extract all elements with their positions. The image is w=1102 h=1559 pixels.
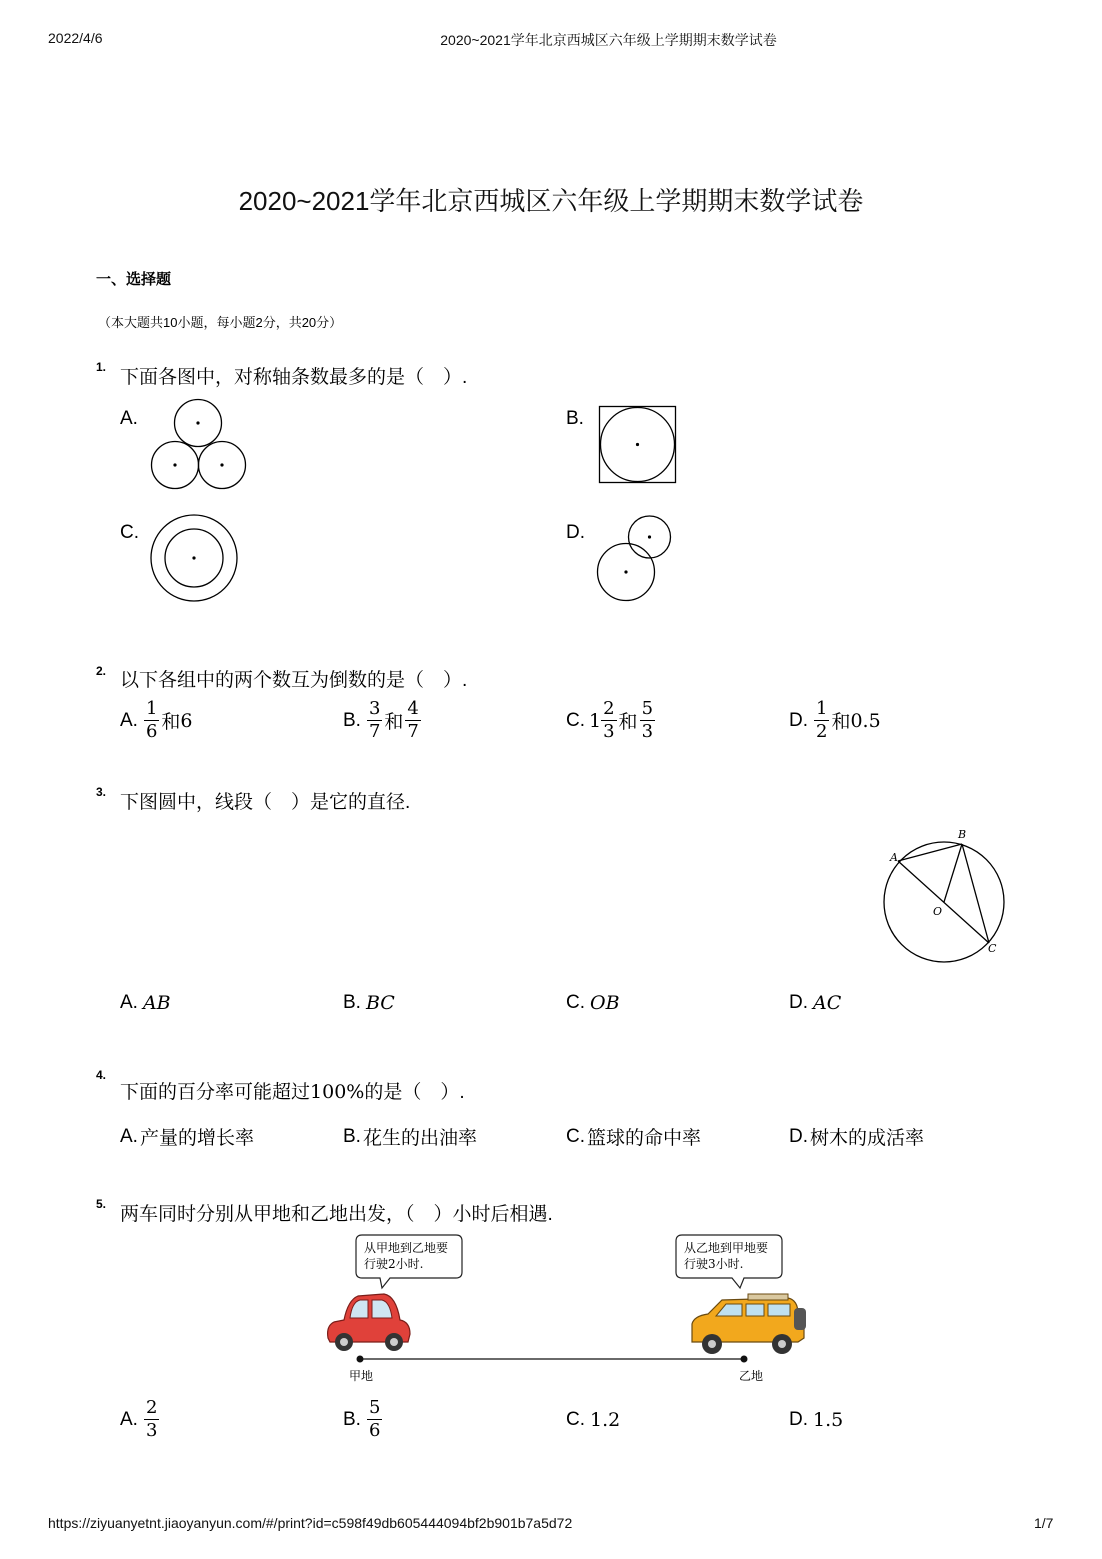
point-o-label: O [933, 905, 943, 918]
section-heading: 一、选择题 [96, 271, 172, 288]
option-b: B. $\frac{5}{6}$ [343, 1397, 381, 1441]
question-number: 4. [96, 1068, 107, 1082]
question-text: 下面的百分率可能超过100%的是（ ）. [120, 1081, 465, 1103]
option-label: C. [120, 522, 139, 543]
point-c-label: C [988, 942, 997, 955]
question-number: 5. [96, 1197, 107, 1211]
option-a: A. $\frac{1}{6}$ 和 6 [120, 698, 193, 742]
option-label: A. [120, 408, 138, 429]
print-date: 2022/4/6 [48, 30, 103, 46]
option-c: C. 篮球的命中率 [566, 1125, 702, 1149]
place-left-label: 甲地 [349, 1369, 374, 1383]
svg-text:行驶2小时.: 行驶2小时. [364, 1257, 424, 1271]
circle-diameter-figure [876, 822, 1012, 968]
option-b: B. $\frac{3}{7}$ 和 $\frac{4}{7}$ [343, 698, 419, 742]
section-note: （本大题共10小题，每小题2分，共20分） [98, 315, 343, 330]
question-number: 1. [96, 360, 107, 374]
question-text: 以下各组中的两个数互为倒数的是（ ）. [120, 670, 468, 691]
red-car [328, 1294, 410, 1351]
cars-meeting-figure [318, 1230, 818, 1390]
footer-url[interactable]: https://ziyuanyetnt.jiaoyanyun.com/#/print?id=c598f49db605444094bf2b901b7a5d72 [48, 1515, 573, 1531]
svg-text:从甲地到乙地要: 从甲地到乙地要 [364, 1241, 449, 1255]
option-b: B. 花生的出油率 [343, 1125, 477, 1149]
speech-bubble-right [676, 1235, 782, 1288]
fraction: $\frac{3}{7}$ [368, 698, 381, 742]
yellow-car [692, 1294, 806, 1354]
page-number: 1/7 [1034, 1515, 1054, 1531]
question-number: 3. [96, 785, 107, 799]
option-d: D. $\frac{1}{2}$ 和 0.5 [789, 698, 881, 742]
question-text: 两车同时分别从甲地和乙地出发，（ ）小时后相遇. [120, 1204, 553, 1225]
point-b-label: B [958, 828, 967, 841]
option-d: D. 1.5 [789, 1409, 844, 1431]
option-label: B. [566, 408, 584, 429]
fraction: $\frac{2}{3}$ [603, 698, 615, 742]
page-title: 2020~2021学年北京西城区六年级上学期期末数学试卷 [238, 186, 864, 216]
svg-text:行驶3小时.: 行驶3小时. [684, 1257, 744, 1271]
place-right-label: 乙地 [739, 1369, 764, 1383]
fraction: $\frac{4}{7}$ [407, 698, 419, 742]
fraction: $\frac{5}{3}$ [641, 698, 654, 742]
option-label: D. [566, 522, 585, 543]
fraction: $\frac{1}{6}$ [145, 698, 158, 742]
intersecting-circles-figure [594, 512, 676, 604]
fraction: $\frac{1}{2}$ [816, 698, 828, 742]
print-doc-title: 2020~2021学年北京西城区六年级上学期期末数学试卷 [440, 32, 777, 48]
question-number: 2. [96, 664, 107, 678]
question-text: 下面各图中，对称轴条数最多的是（ ）. [120, 367, 468, 388]
option-d: D. 树木的成活率 [789, 1125, 925, 1149]
fraction: $\frac{5}{6}$ [368, 1397, 381, 1441]
point-a-label: A [890, 851, 898, 864]
svg-text:从乙地到甲地要: 从乙地到甲地要 [684, 1241, 769, 1255]
concentric-circles-figure [147, 512, 241, 606]
option-c: C. 1.2 [566, 1409, 621, 1431]
option-a: A. 产量的增长率 [120, 1125, 254, 1149]
fraction: $\frac{2}{3}$ [145, 1397, 158, 1441]
question-text: 下图圆中，线段（ ）是它的直径. [120, 792, 411, 813]
option-a: A. AB [120, 992, 171, 1014]
circle-in-square-figure [598, 405, 678, 485]
option-d: D. AC [789, 992, 842, 1014]
option-a: A. $\frac{2}{3}$ [120, 1397, 158, 1441]
option-c: C. 1 $\frac{2}{3}$ 和 $\frac{5}{3}$ [566, 698, 654, 742]
speech-bubble-left [356, 1235, 462, 1288]
three-circles-figure [146, 396, 252, 494]
option-c: C. OB [566, 992, 620, 1014]
option-b: B. BC [343, 992, 395, 1014]
